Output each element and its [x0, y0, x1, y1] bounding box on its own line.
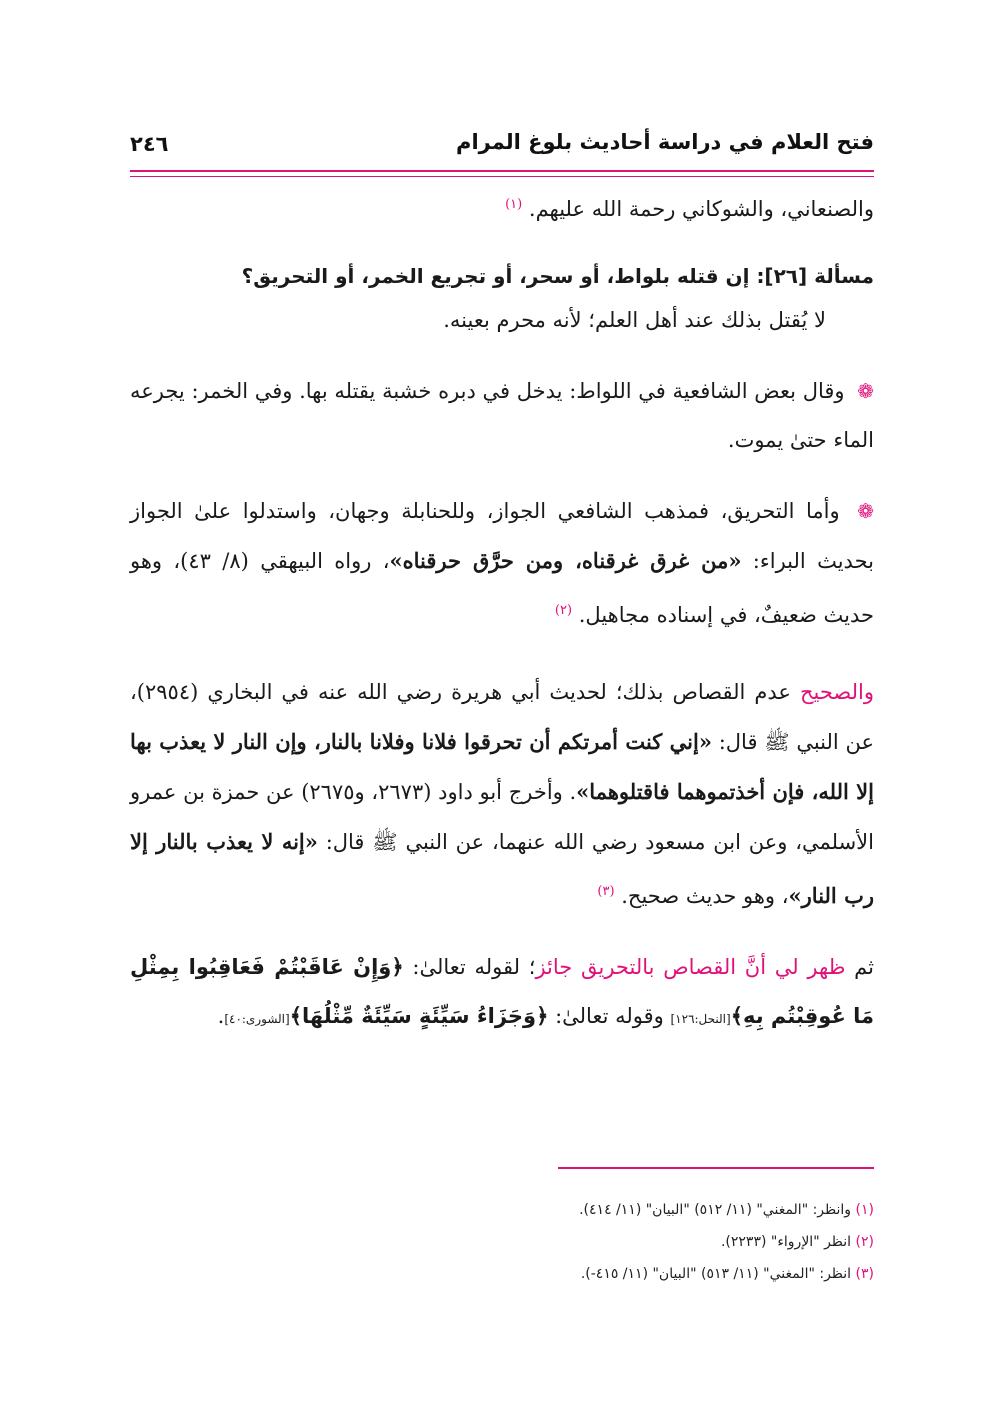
conclusion-text-c: وقوله تعالىٰ:	[555, 1004, 664, 1028]
footnotes	[130, 1194, 874, 1290]
footnote-text: انظر: "المغني" (١١/ ٥١٣) "البيان" (١١/ ٤١٥-).	[580, 1266, 852, 1282]
hadith-quote-bukhari: «إني كنت أمرتكم أن تحرقوا فلانا وفلانا بالنار، وإن النار لا يعذب بها إلا الله، فإن أخذتموهما فاقتلوهما»	[130, 729, 874, 804]
sahih-text-b: . وأخرج أبو داود (٢٦٧٣، و٢٦٧٥) عن حمزة بن عمرو الأسلمي، وعن ابن مسعود رضي الله عنهما، عن النبي ﷺ قال:	[130, 780, 874, 854]
burning-paragraph	[130, 487, 874, 640]
quran-verse-2: ﴿وَجَزَاءُ سَيِّئَةٍ سَيِّئَةٌ مِّثْلُهَا﴾	[289, 1004, 549, 1028]
footnote-text: وانظر: "المغني" (١١/ ٥١٢) "البيان" (١١/ ٤١٤).	[579, 1202, 852, 1218]
shafii-text: وقال بعض الشافعية في اللواط: يدخل في دبره خشبة يقتله بها. وفي الخمر: يجرعه الماء حتىٰ يموت.	[130, 379, 874, 452]
header-rule-thick	[130, 170, 874, 172]
sahih-highlight: والصحيح	[799, 680, 874, 704]
conclusion-text-b: ؛ لقوله تعالىٰ:	[412, 955, 536, 979]
footnote-2	[130, 1226, 874, 1258]
footnote-ref-2[interactable]: (٢)	[554, 603, 573, 618]
quran-verse-1: ﴿وَإِنْ عَاقَبْتُمْ فَعَاقِبُوا بِمِثْلِ مَا عُوقِبْتُم بِهِ﴾	[130, 955, 874, 1028]
footnote-number: (٣)	[855, 1266, 874, 1282]
answer-paragraph	[130, 296, 874, 345]
surah-ref-2: [الشورى:٤٠]	[224, 1012, 290, 1026]
footnote-1	[130, 1194, 874, 1226]
burning-text-a: وأما التحريق، فمذهب الشافعي الجواز، وللحنابلة وجهان، واستدلوا علىٰ الجواز بحديث البراء:	[130, 499, 874, 573]
footnote-ref-1[interactable]: (١)	[505, 197, 523, 212]
flower-ornament-icon: ❁	[857, 499, 874, 523]
surah-ref-1: [النحل:١٢٦]	[670, 1012, 731, 1026]
hadith-quote-abudawud: «إنه لا يعذب بالنار إلا رب النار»	[130, 829, 874, 908]
continuation-text: والصنعاني، والشوكاني رحمة الله عليهم.	[528, 197, 874, 221]
conclusion-highlight: ظهر لي أنَّ القصاص بالتحريق جائز	[535, 955, 846, 979]
book-title: فتح العلام في دراسة أحاديث بلوغ المرام	[456, 130, 874, 154]
footnote-text: انظر "الإرواء" (٢٢٣٣).	[720, 1234, 852, 1250]
header-rule-thin	[130, 176, 874, 177]
conclusion-end: .	[217, 1004, 225, 1028]
conclusion-text-a: ثم	[854, 955, 874, 979]
running-header	[130, 128, 874, 168]
sahih-text-c: ، وهو حديث صحيح.	[621, 884, 789, 908]
footnote-separator	[558, 1167, 874, 1169]
main-text	[130, 180, 874, 1044]
footnote-number: (٢)	[855, 1234, 874, 1250]
continuation-line	[130, 180, 874, 234]
answer-text: لا يُقتل بذلك عند أهل العلم؛ لأنه محرم بعينه.	[443, 308, 826, 332]
issue-heading	[130, 256, 874, 296]
footnote-ref-3[interactable]: (٣)	[597, 884, 615, 899]
sahih-paragraph	[130, 668, 874, 921]
issue-label: مسألة [٢٦]:	[756, 264, 874, 288]
sahih-text-a: عدم القصاص بذلك؛ لحديث أبي هريرة رضي الله عنه في البخاري (٢٩٥٤)، عن النبي ﷺ قال:	[130, 680, 874, 754]
burning-text-b: ، رواه البيهقي (٨/ ٤٣)، وهو حديث ضعيفٌ، في إسناده مجاهيل.	[130, 549, 874, 627]
page-number: ٢٤٦	[130, 132, 169, 156]
issue-question: إن قتله بلواط، أو سحر، أو تجريع الخمر، أو التحريق؟	[241, 264, 750, 288]
flower-ornament-icon: ❁	[857, 379, 874, 403]
footnote-number: (١)	[855, 1202, 874, 1218]
footnote-3	[130, 1258, 874, 1290]
conclusion-paragraph	[130, 943, 874, 1044]
shafii-paragraph	[130, 367, 874, 465]
hadith-quote-bara: «من غرق غرقناه، ومن حرَّق حرقناه»	[389, 548, 742, 573]
